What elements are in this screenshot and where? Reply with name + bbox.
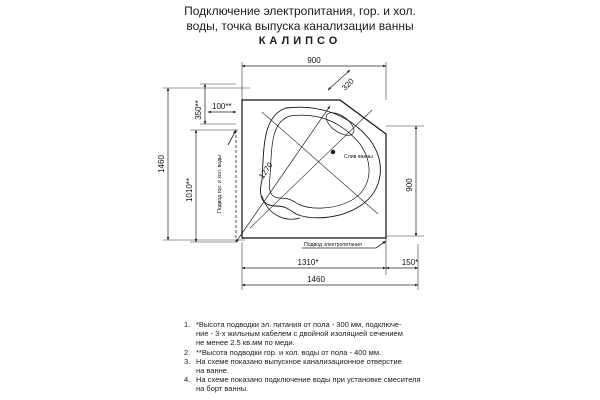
note-item [184, 357, 484, 375]
dim-line-diagonal [236, 106, 330, 242]
drain-label: Слив ванны [344, 154, 373, 160]
dim-water-offset: 100** [212, 102, 232, 111]
dim-corner-320: 320 [340, 76, 356, 93]
dim-right-900: 900 [405, 178, 414, 192]
dim-bottom-inner: 1310* [297, 258, 319, 267]
note-number: 2. [184, 347, 191, 357]
note-number: 4. [184, 375, 191, 385]
note-text: На схеме показано выпускное канализационное отверстие на ванне. [196, 356, 402, 376]
water-supply-leader [228, 130, 236, 242]
note-number: 3. [184, 356, 191, 366]
note-text: *Высота подводки эл. питания от пола - 300 мм, подключе- ние - 3-х жильным кабелем с двойной изоляцией сечением не менее 2.5 кв.мм по меди. [196, 320, 403, 348]
note-text: **Высота подводки гор. и хол. воды от пола - 400 мм. [196, 347, 382, 357]
power-supply-label: Подвод электропитания [304, 242, 362, 248]
model-name: КАЛИПСО [258, 35, 342, 47]
dim-power-offset: 150* [401, 258, 419, 267]
dim-top-900: 900 [307, 56, 321, 65]
note-item [184, 375, 484, 393]
dim-overall-width: 1460 [307, 275, 325, 284]
water-supply-label: Подвод гор. и хол. воды [217, 155, 223, 213]
dim-diagonal: 1270 [257, 160, 275, 181]
extension-lines [163, 62, 424, 290]
note-item [184, 348, 484, 357]
note-text: На схеме показано подключение воды при установке смесителя на борт ванны. [196, 375, 421, 394]
dimension-lines [168, 66, 418, 285]
title-line-1: Подключение электропитания, гор. и хол. [184, 4, 416, 18]
note-number: 1. [184, 320, 191, 329]
note-item [184, 320, 484, 348]
title-line-2: воды, точка выпуска канализации ванны [186, 19, 414, 33]
drain-point [331, 150, 335, 154]
dim-overall-height: 1460 [157, 155, 166, 173]
dim-water-height: 350** [194, 100, 203, 120]
notes-list [184, 320, 484, 394]
dim-water-span: 1010** [185, 177, 194, 203]
